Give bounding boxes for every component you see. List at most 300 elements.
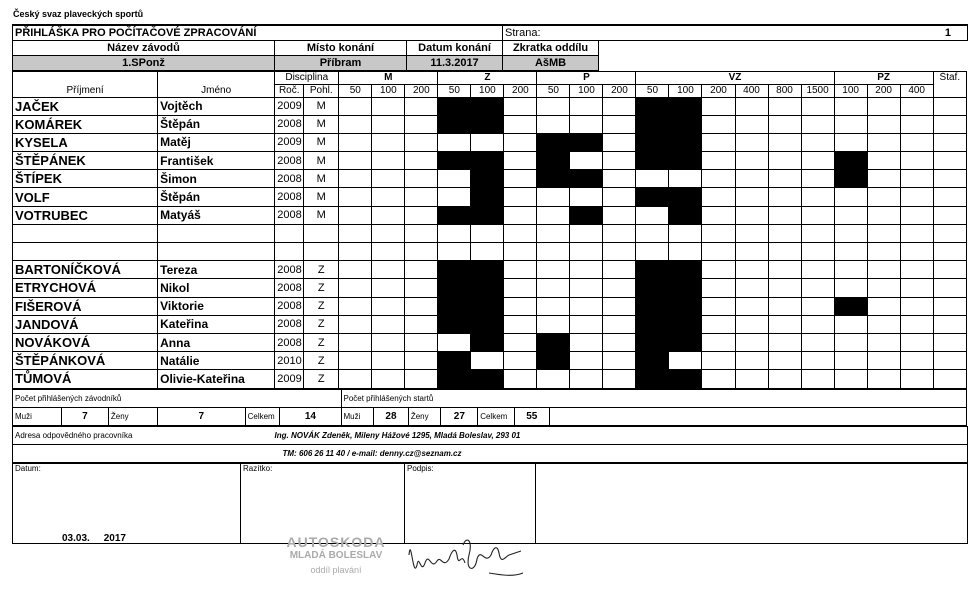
swimmers-total: 14	[280, 407, 341, 425]
race-name-header: Název závodů	[13, 40, 275, 55]
entry-cell	[801, 333, 834, 351]
entry-cell	[339, 224, 372, 242]
swimmer-gender: M	[304, 115, 339, 133]
entry-cell	[669, 352, 702, 370]
entry-cell	[900, 370, 933, 388]
empty-cell	[158, 243, 275, 261]
empty-cell	[304, 224, 339, 242]
distance-header-p-200: 200	[603, 84, 636, 97]
entry-cell	[735, 279, 768, 297]
entry-cell	[834, 206, 867, 224]
entry-cell	[768, 206, 801, 224]
entry-cell	[900, 333, 933, 351]
entry-cell	[834, 333, 867, 351]
entry-cell	[372, 170, 405, 188]
total-label-2: Celkem	[478, 407, 515, 425]
entry-cell	[339, 206, 372, 224]
entry-cell	[867, 115, 900, 133]
entry-cell	[504, 152, 537, 170]
entry-cell	[834, 315, 867, 333]
club-stamp	[276, 535, 396, 577]
entry-cell	[339, 133, 372, 151]
entry-cell	[636, 170, 669, 188]
entry-cell	[471, 224, 504, 242]
swimmer-surname: VOTRUBEC	[13, 206, 158, 224]
distance-header-vz-100: 100	[669, 84, 702, 97]
entry-cell	[537, 370, 570, 388]
entry-cell	[900, 224, 933, 242]
entry-mark	[438, 315, 471, 333]
relay-cell	[933, 170, 966, 188]
swimmer-year: 2009	[275, 133, 304, 151]
club-code-header: Zkratka oddílu	[503, 40, 599, 55]
entry-mark	[636, 297, 669, 315]
entry-cell	[603, 279, 636, 297]
entry-cell	[735, 224, 768, 242]
distance-header-vz-200: 200	[702, 84, 735, 97]
swimmer-row	[13, 315, 967, 333]
entry-cell	[735, 261, 768, 279]
starts-women: 27	[441, 407, 478, 425]
venue-header: Místo konání	[275, 40, 407, 55]
entry-mark	[669, 115, 702, 133]
entry-cell	[405, 243, 438, 261]
date-cell	[13, 463, 241, 543]
entry-cell	[735, 133, 768, 151]
entry-cell	[735, 333, 768, 351]
entry-mark	[636, 188, 669, 206]
entry-mark	[636, 352, 669, 370]
swimmer-surname: NOVÁKOVÁ	[13, 333, 158, 351]
stamp-cell	[241, 463, 405, 543]
entry-cell	[702, 206, 735, 224]
swimmer-row	[13, 133, 967, 151]
swimmer-row	[13, 261, 967, 279]
page-cell	[503, 25, 968, 40]
discipline-header: Disciplina	[275, 71, 339, 84]
entry-cell	[405, 297, 438, 315]
stroke-header-m: M	[339, 71, 438, 84]
entry-cell	[537, 188, 570, 206]
relay-cell	[933, 188, 966, 206]
swimmer-firstname: Viktorie	[158, 297, 275, 315]
entry-mark	[669, 97, 702, 115]
swimmer-year: 2008	[275, 333, 304, 351]
entry-mark	[570, 206, 603, 224]
entry-cell	[834, 133, 867, 151]
entry-cell	[570, 261, 603, 279]
entry-cell	[339, 97, 372, 115]
distance-header-p-100: 100	[570, 84, 603, 97]
entry-cell	[372, 261, 405, 279]
swimmer-row	[13, 279, 967, 297]
entry-cell	[504, 352, 537, 370]
relay-cell	[933, 370, 966, 388]
entry-mark	[471, 261, 504, 279]
entry-mark	[471, 97, 504, 115]
entry-cell	[735, 315, 768, 333]
entry-cell	[438, 133, 471, 151]
entry-cell	[702, 261, 735, 279]
year-header: Roč.	[275, 84, 304, 97]
entry-cell	[702, 133, 735, 151]
entry-cell	[702, 333, 735, 351]
entry-cell	[405, 97, 438, 115]
entry-cell	[603, 261, 636, 279]
entry-cell	[603, 297, 636, 315]
entry-cell	[834, 224, 867, 242]
entry-cell	[537, 243, 570, 261]
entry-cell	[900, 97, 933, 115]
swimmer-gender: Z	[304, 279, 339, 297]
entry-mark	[669, 133, 702, 151]
stroke-header-z: Z	[438, 71, 537, 84]
entry-cell	[801, 279, 834, 297]
swimmer-firstname: Nikol	[158, 279, 275, 297]
distance-header-pz-200: 200	[867, 84, 900, 97]
entry-cell	[372, 152, 405, 170]
relay-cell	[933, 133, 966, 151]
entry-cell	[603, 315, 636, 333]
entry-cell	[801, 352, 834, 370]
entry-cell	[768, 243, 801, 261]
entry-cell	[735, 152, 768, 170]
entry-mark	[471, 315, 504, 333]
entry-cell	[900, 170, 933, 188]
entry-cell	[504, 133, 537, 151]
entry-cell	[504, 243, 537, 261]
entry-cell	[405, 352, 438, 370]
entry-cell	[504, 261, 537, 279]
summary-table	[12, 389, 967, 426]
entry-cell	[603, 170, 636, 188]
entry-cell	[438, 243, 471, 261]
entry-mark	[471, 297, 504, 315]
entry-cell	[867, 243, 900, 261]
entry-cell	[735, 115, 768, 133]
entry-cell	[372, 224, 405, 242]
entry-cell	[603, 188, 636, 206]
entry-cell	[438, 224, 471, 242]
firstname-header: Jméno	[158, 84, 275, 97]
entry-mark	[438, 352, 471, 370]
entry-cell	[735, 206, 768, 224]
entry-mark	[438, 97, 471, 115]
entry-cell	[405, 188, 438, 206]
entry-cell	[768, 261, 801, 279]
entry-mark	[438, 297, 471, 315]
entry-cell	[834, 261, 867, 279]
entry-cell	[801, 243, 834, 261]
entry-cell	[372, 297, 405, 315]
entry-cell	[504, 97, 537, 115]
entry-cell	[603, 115, 636, 133]
entry-cell	[900, 133, 933, 151]
entry-cell	[801, 133, 834, 151]
club-code-value: AšMB	[503, 55, 599, 70]
swimmer-firstname: Matyáš	[158, 206, 275, 224]
venue-value: Příbram	[275, 55, 407, 70]
swimmer-surname: ETRYCHOVÁ	[13, 279, 158, 297]
entry-mark	[636, 370, 669, 388]
swimmer-firstname: Kateřina	[158, 315, 275, 333]
firstname-header-top	[158, 71, 275, 84]
swimmer-surname: BARTONÍČKOVÁ	[13, 261, 158, 279]
entry-cell	[867, 352, 900, 370]
entry-cell	[537, 261, 570, 279]
swimmer-year: 2010	[275, 352, 304, 370]
form-header	[12, 24, 968, 71]
entry-cell	[900, 297, 933, 315]
swimmers-women: 7	[157, 407, 245, 425]
entry-cell	[372, 206, 405, 224]
starts-men: 28	[374, 407, 409, 425]
relay-cell	[933, 243, 966, 261]
empty-cell	[304, 243, 339, 261]
entries-table	[12, 71, 967, 389]
entry-cell	[537, 297, 570, 315]
entry-cell	[768, 333, 801, 351]
entry-cell	[702, 115, 735, 133]
entry-mark	[471, 333, 504, 351]
entry-cell	[537, 97, 570, 115]
swimmer-row	[13, 370, 967, 388]
relay-cell	[933, 315, 966, 333]
distance-header-pz-400: 400	[900, 84, 933, 97]
entry-cell	[372, 188, 405, 206]
entry-cell	[702, 352, 735, 370]
entry-cell	[339, 333, 372, 351]
entry-cell	[471, 352, 504, 370]
swimmer-year: 2009	[275, 370, 304, 388]
entry-cell	[801, 206, 834, 224]
entry-cell	[735, 188, 768, 206]
swimmer-surname: JAČEK	[13, 97, 158, 115]
entry-cell	[867, 261, 900, 279]
entry-cell	[537, 279, 570, 297]
entry-cell	[801, 370, 834, 388]
gender-header: Pohl.	[304, 84, 339, 97]
entry-cell	[867, 133, 900, 151]
swimmer-firstname: Šimon	[158, 170, 275, 188]
contact-address: Ing. NOVÁK Zdeněk, Mileny Hážové 1295, Mladá Boleslav, 293 01	[273, 426, 968, 444]
entry-mark	[669, 261, 702, 279]
entry-cell	[372, 370, 405, 388]
entry-cell	[339, 243, 372, 261]
entry-cell	[603, 224, 636, 242]
entry-cell	[405, 370, 438, 388]
entry-cell	[570, 188, 603, 206]
swimmer-firstname: Štěpán	[158, 188, 275, 206]
organization-name: Český svaz plaveckých sportů	[13, 9, 144, 19]
entry-mark	[636, 133, 669, 151]
entry-mark	[471, 279, 504, 297]
empty-cell	[275, 224, 304, 242]
entry-mark	[636, 279, 669, 297]
swimmer-firstname: František	[158, 152, 275, 170]
swimmer-year: 2008	[275, 152, 304, 170]
entry-cell	[339, 115, 372, 133]
swimmer-gender: M	[304, 188, 339, 206]
swimmer-year: 2008	[275, 315, 304, 333]
entry-mark	[438, 261, 471, 279]
entry-cell	[900, 315, 933, 333]
entry-cell	[867, 206, 900, 224]
entry-cell	[801, 152, 834, 170]
entry-cell	[834, 188, 867, 206]
entry-cell	[735, 352, 768, 370]
entry-cell	[504, 115, 537, 133]
entry-cell	[537, 206, 570, 224]
entry-mark	[438, 152, 471, 170]
entry-cell	[702, 170, 735, 188]
entry-cell	[438, 170, 471, 188]
entry-cell	[372, 97, 405, 115]
date-value: 11.3.2017	[407, 55, 503, 70]
entry-cell	[768, 152, 801, 170]
entry-cell	[537, 224, 570, 242]
entry-cell	[702, 224, 735, 242]
entry-cell	[702, 243, 735, 261]
surname-header-top	[13, 71, 158, 84]
stroke-header-p: P	[537, 71, 636, 84]
entry-cell	[339, 352, 372, 370]
entry-cell	[339, 170, 372, 188]
entry-cell	[735, 297, 768, 315]
entry-mark	[537, 133, 570, 151]
women-label-2: Ženy	[408, 407, 441, 425]
entry-mark	[471, 370, 504, 388]
starts-count-label: Počet přihlášených startů	[341, 389, 967, 407]
stroke-header-pz: PZ	[834, 71, 933, 84]
entry-mark	[537, 152, 570, 170]
entry-cell	[801, 224, 834, 242]
swimmer-surname: ŠTÍPEK	[13, 170, 158, 188]
entry-cell	[504, 206, 537, 224]
entry-cell	[801, 261, 834, 279]
entry-cell	[768, 115, 801, 133]
entry-cell	[735, 170, 768, 188]
entry-cell	[405, 133, 438, 151]
entry-cell	[372, 133, 405, 151]
entry-cell	[801, 115, 834, 133]
form-title: PŘIHLÁŠKA PRO POČÍTAČOVÉ ZPRACOVÁNÍ	[13, 25, 503, 40]
swimmer-gender: M	[304, 152, 339, 170]
swimmer-firstname: Tereza	[158, 261, 275, 279]
distance-header-z-100: 100	[471, 84, 504, 97]
entry-cell	[339, 315, 372, 333]
relay-header-bottom	[933, 84, 966, 97]
entry-cell	[867, 279, 900, 297]
entry-cell	[801, 170, 834, 188]
entry-cell	[504, 333, 537, 351]
swimmer-year: 2008	[275, 297, 304, 315]
entry-cell	[900, 261, 933, 279]
entry-mark	[570, 170, 603, 188]
entry-cell	[867, 370, 900, 388]
starts-total: 55	[514, 407, 549, 425]
entry-cell	[405, 333, 438, 351]
entry-mark	[834, 170, 867, 188]
swimmer-surname: VOLF	[13, 188, 158, 206]
swimmer-firstname: Matěj	[158, 133, 275, 151]
entry-cell	[405, 115, 438, 133]
entry-cell	[471, 243, 504, 261]
entry-cell	[339, 261, 372, 279]
entry-cell	[768, 279, 801, 297]
entry-mark	[669, 370, 702, 388]
relay-cell	[933, 352, 966, 370]
entry-cell	[900, 243, 933, 261]
entry-cell	[438, 333, 471, 351]
entry-cell	[570, 315, 603, 333]
swimmer-year: 2008	[275, 170, 304, 188]
entry-mark	[834, 297, 867, 315]
entry-cell	[372, 315, 405, 333]
entry-cell	[900, 115, 933, 133]
entry-cell	[636, 206, 669, 224]
entry-cell	[405, 224, 438, 242]
swimmer-gender: Z	[304, 333, 339, 351]
relay-cell	[933, 261, 966, 279]
swimmer-year: 2008	[275, 206, 304, 224]
entry-cell	[603, 243, 636, 261]
swimmers-count-label: Počet přihlášených závodníků	[13, 389, 342, 407]
entry-cell	[900, 188, 933, 206]
entry-cell	[636, 243, 669, 261]
swimmer-gender: Z	[304, 315, 339, 333]
swimmer-gender: M	[304, 97, 339, 115]
entry-cell	[570, 115, 603, 133]
entry-cell	[504, 170, 537, 188]
entry-mark	[834, 152, 867, 170]
entry-cell	[504, 315, 537, 333]
stamp-line3: oddíl plavání	[310, 565, 362, 575]
entry-cell	[570, 224, 603, 242]
swimmer-gender: Z	[304, 352, 339, 370]
entry-cell	[471, 133, 504, 151]
entry-mark	[669, 315, 702, 333]
entry-mark	[537, 333, 570, 351]
distance-header-vz-50: 50	[636, 84, 669, 97]
swimmer-gender: Z	[304, 297, 339, 315]
stamp-line1: AUTOSKODA	[286, 534, 386, 550]
entry-cell	[768, 224, 801, 242]
entry-cell	[702, 315, 735, 333]
entry-mark	[471, 152, 504, 170]
handwritten-signature	[405, 525, 530, 587]
entry-cell	[405, 261, 438, 279]
swimmer-surname: TŮMOVÁ	[13, 370, 158, 388]
entry-cell	[372, 243, 405, 261]
entry-mark	[669, 206, 702, 224]
relay-cell	[933, 333, 966, 351]
swimmer-gender: Z	[304, 370, 339, 388]
relay-cell	[933, 206, 966, 224]
entry-cell	[570, 297, 603, 315]
swimmer-row	[13, 224, 967, 242]
swimmer-row	[13, 352, 967, 370]
entry-cell	[867, 97, 900, 115]
entry-mark	[537, 170, 570, 188]
page-label: Strana:	[505, 26, 541, 39]
entry-cell	[669, 224, 702, 242]
distance-header-m-100: 100	[372, 84, 405, 97]
entry-cell	[603, 206, 636, 224]
entry-cell	[669, 243, 702, 261]
entry-cell	[834, 352, 867, 370]
entry-cell	[372, 333, 405, 351]
